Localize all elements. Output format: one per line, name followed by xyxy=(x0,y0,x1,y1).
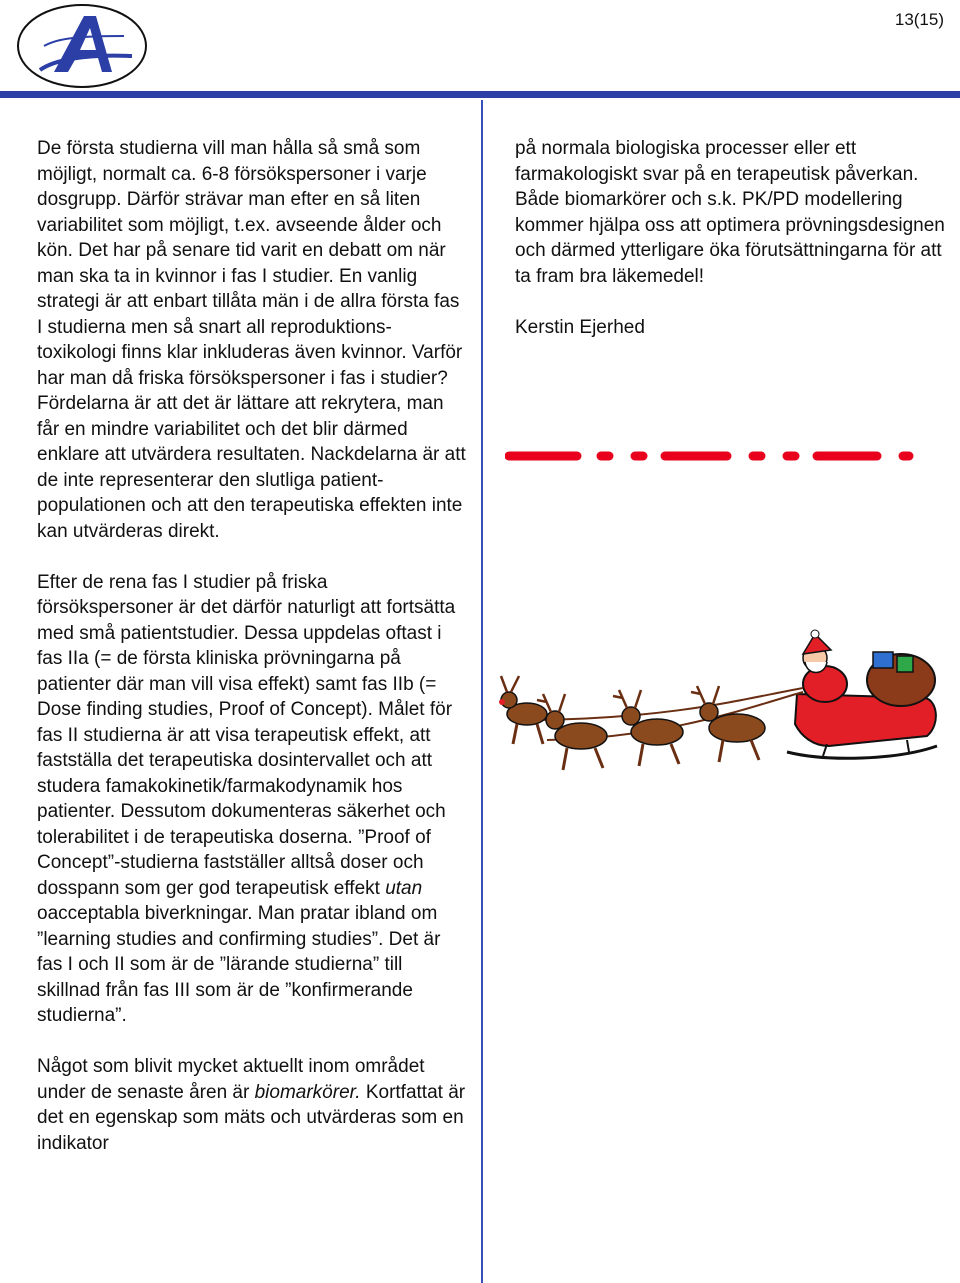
right-column xyxy=(515,136,945,366)
dashed-divider xyxy=(505,446,917,466)
santa-sleigh-reindeer-icon xyxy=(497,628,945,778)
italic-text: utan xyxy=(385,877,423,899)
paragraph-continuation: på normala biologiska processer eller ett farmakologiskt svar på en terapeutisk påverkan. Både biomarkörer och s.k. PK/PD modellering kommer hjälpa oss att optimera prövningsdesignen och därmed ytterligare öka förutsättningarna för att ta fram bra läkemedel! xyxy=(515,138,945,287)
letter-a-logo-icon xyxy=(14,2,154,90)
left-column xyxy=(37,136,467,1182)
italic-text: biomarkörer. xyxy=(254,1081,361,1103)
author-signature: Kerstin Ejerhed xyxy=(515,316,645,338)
paragraph-biomarkers: Något som blivit mycket aktuellt inom området under de senaste åren är biomarkörer. Kortfattat är det en egenskap som mäts och utvärderas som en indikator xyxy=(37,1056,466,1154)
page-number: 13(15) xyxy=(894,10,944,29)
header-rule xyxy=(0,91,960,98)
paragraph-phase-two: Efter de rena fas I studier på friska försökspersoner är det därför naturligt att fortsätta med små patientstudier. Dessa uppdelas oftast i fas IIa (= de första kliniska prövningarna på patienter där man vill visa effekt) samt fas IIb (= Dose finding studies, Proof of Concept). Målet för fas II studierna är att visa terapeutisk effekt, att fastställa det terapeutiska dosintervallet och att studera famakokinetik/farmakodynamik hos patienter. Dessutom dokumenteras säkerhet och tolerabilitet i de terapeutiska doserna. ”Proof of Concept”-studierna fastställer alltså doser och dosspann som ger god terapeutisk effekt utan oacceptabla biverkningar. Man pratar ibland om ”learning studies and confirming studies”. Det är fas I och II som är de ”lärande studierna” till skillnad från fas III som är de ”konfirmerande studierna”. xyxy=(37,571,456,1026)
paragraph-phase-one: De första studierna vill man hålla så små som möjligt, normalt ca. 6-8 försökspersoner i varje dosgrupp. Därför strävar man efter en så liten variabilitet som möjligt, t.ex. avseende ålder och kön. Det har på senare tid varit en debatt om när man ska ta in kvinnor i fas I studier. En vanlig strategi är att enbart tillåta män i de allra första fas I studierna men så snart all reproduktions-toxikologi finns klar inkluderas även kvinnor. Varför har man då friska försökspersoner i fas i studier? Fördelarna är att det är lättare att rekrytera, man får en mindre variabilitet och det blir därmed enklare att utvärdera resultaten. Nackdelarna är att de inte representerar den slutliga patient-populationen och att den terapeutiska effekten inte kan utvärderas direkt. xyxy=(37,138,466,542)
column-divider xyxy=(481,100,483,1283)
